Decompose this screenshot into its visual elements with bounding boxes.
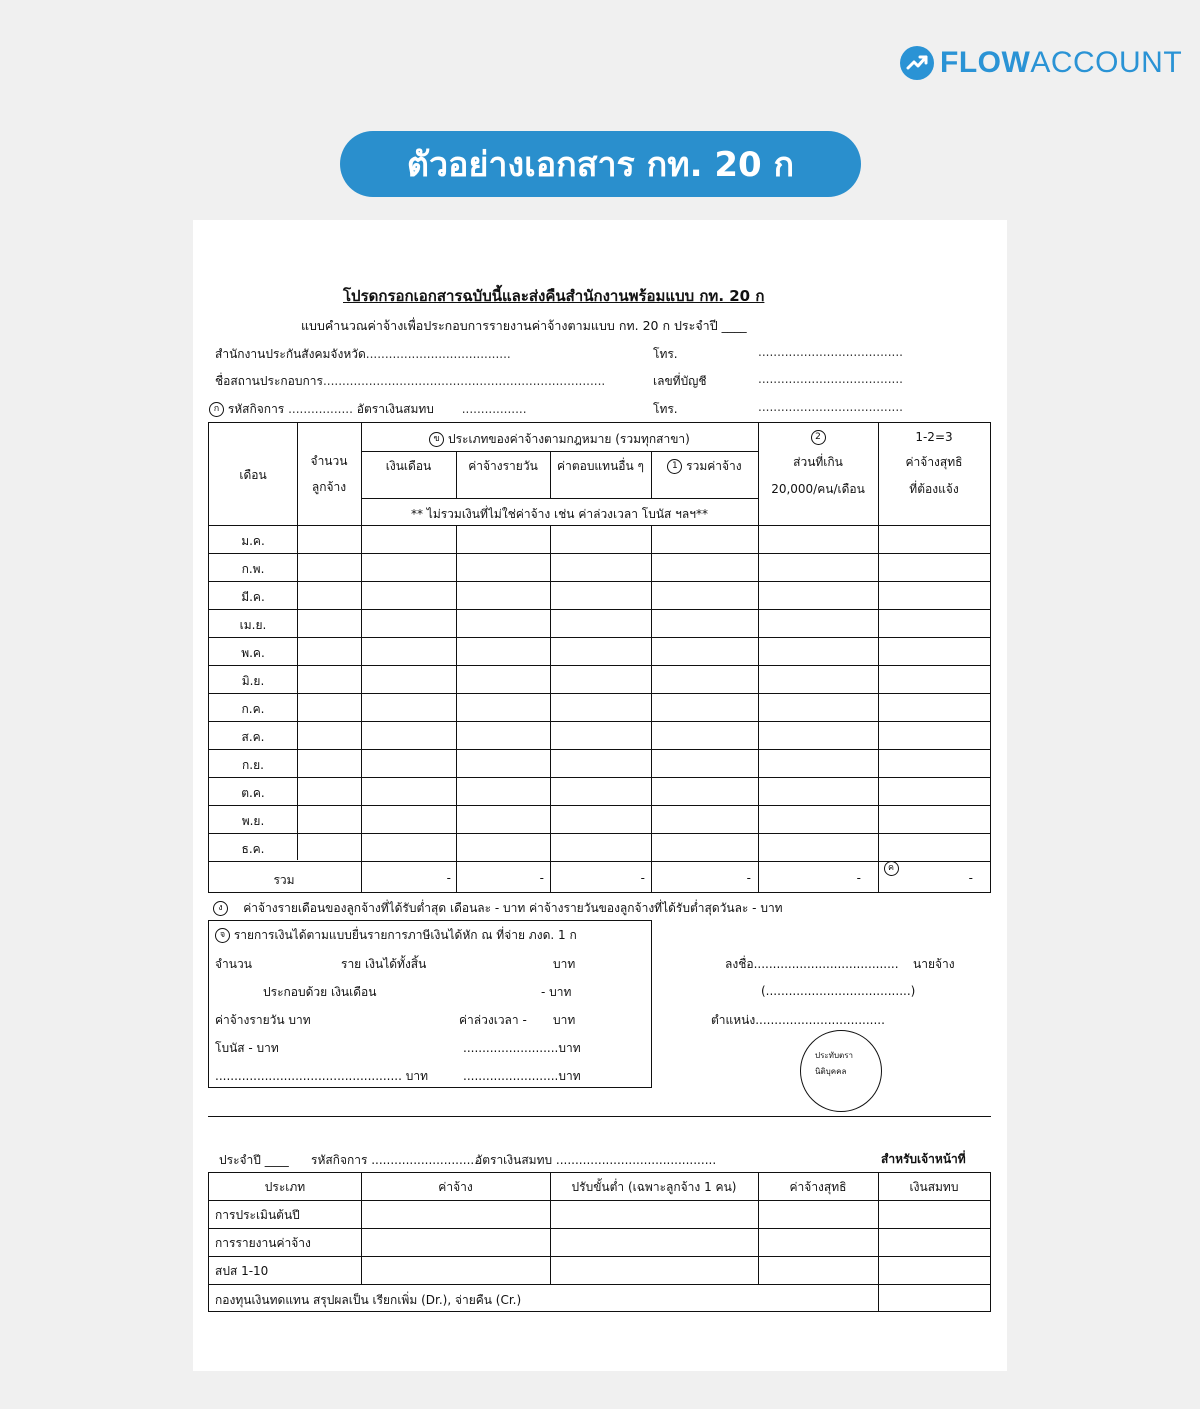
month-label: ธ.ค.: [241, 842, 265, 856]
month-label: ก.พ.: [241, 562, 265, 576]
col-net-header-2: ที่ต้องแจ้ง: [909, 482, 959, 496]
form-subtitle: แบบคำนวณค่าจ้างเพื่อประกอบการรายงานค่าจ้างตามแบบ กท. 20 ก ประจำปี ____: [301, 318, 747, 333]
income-blank-2: .........................บาท: [463, 1041, 581, 1055]
form-title: โปรดกรอกเอกสารฉบับนี้และส่งคืนสำนักงานพร้อมแบบ กท. 20 ก: [343, 287, 765, 305]
col-other-header: ค่าตอบแทนอื่น ๆ: [557, 459, 644, 473]
income-total-label: ราย เงินได้ทั้งสิ้น: [341, 957, 427, 971]
tel-blank: ......................................: [758, 345, 903, 359]
employer-label: นายจ้าง: [913, 957, 955, 971]
total-value-excess: -: [856, 871, 861, 885]
tel-blank-2: ......................................: [758, 400, 903, 414]
col-excess-header-2: 20,000/คน/เดือน: [771, 482, 865, 496]
col-net-marker: 1-2=3: [915, 430, 953, 444]
month-label: ส.ค.: [241, 730, 265, 744]
col-daily-header: ค่าจ้างรายวัน: [468, 459, 538, 473]
form-paper: [193, 220, 1007, 1371]
establishment-label: ชื่อสถานประกอบการ..........................................................................: [215, 374, 606, 388]
total-value-sum: -: [746, 871, 751, 885]
name-paren-line: (......................................): [761, 984, 916, 998]
form-grid: [193, 220, 1007, 1371]
group-header: ข ประเภทของค่าจ้างตามกฎหมาย (รวมทุกสาขา): [361, 430, 758, 449]
month-label: ก.ค.: [241, 702, 265, 716]
bottom-col-net: ค่าจ้างสุทธิ: [789, 1180, 847, 1194]
total-value-salary: -: [446, 871, 451, 885]
col-total-header: 1 รวมค่าจ้าง: [651, 457, 758, 476]
officer-only-label: สำหรับเจ้าหน้าที่: [881, 1152, 966, 1166]
seal-text-1: ประทับตรา: [815, 1051, 854, 1060]
bottom-row-initial: การประเมินต้นปี: [215, 1208, 300, 1222]
month-label: พ.ย.: [241, 814, 265, 828]
table-note: ** ไม่รวมเงินที่ไม่ใช่ค่าจ้าง เช่น ค่าล่วงเวลา โบนัส ฯลฯ**: [410, 507, 709, 521]
bottom-col-contribution: เงินสมทบ: [909, 1180, 959, 1194]
bottom-row-sps: สปส 1-10: [215, 1264, 269, 1278]
tel-label: โทร.: [653, 347, 678, 361]
income-overtime-baht: บาท: [553, 1013, 576, 1027]
col-count-header-2: ลูกจ้าง: [311, 480, 347, 494]
income-count-label: จำนวน: [215, 957, 252, 971]
bottom-row-report: การรายงานค่าจ้าง: [215, 1236, 311, 1250]
col-month-header: เดือน: [239, 468, 267, 482]
bottom-col-min-adjust: ปรับขั้นต่ำ (เฉพาะลูกจ้าง 1 คน): [571, 1180, 737, 1194]
logo-wordmark: FLOWACCOUNT: [940, 46, 1183, 79]
trend-up-icon: [900, 46, 934, 80]
net-total-marker: ค: [881, 861, 901, 876]
signature-line: ลงชื่อ......................................: [725, 957, 899, 971]
total-value-other: -: [640, 871, 645, 885]
bottom-col-type: ประเภท: [264, 1180, 306, 1194]
col-excess-marker: 2: [758, 430, 878, 445]
bottom-col-wage: ค่าจ้าง: [438, 1180, 473, 1194]
tel-label-2: โทร.: [653, 402, 678, 416]
account-label: เลขที่บัญชี: [653, 374, 707, 388]
month-label: ม.ค.: [241, 534, 265, 548]
col-excess-header-1: ส่วนที่เกิน: [793, 455, 843, 469]
income-blank-3: .........................บาท: [463, 1069, 581, 1083]
col-count-header-1: จำนวน: [310, 454, 348, 468]
seal-text-2: นิติบุคคล: [815, 1067, 847, 1076]
income-consists-label: ประกอบด้วย เงินเดือน: [263, 985, 377, 999]
bottom-row-fund: กองทุนเงินทดแทน สรุปผลเป็น เรียกเพิ่ม (Dr.), จ่ายคืน (Cr.): [215, 1293, 522, 1307]
month-label: พ.ค.: [241, 646, 265, 660]
footer-biz-code: รหัสกิจการ .............................: [311, 1153, 482, 1167]
footer-year-label: ประจำปี ____: [219, 1153, 289, 1167]
income-salary-baht: - บาท: [541, 985, 572, 999]
document-example-heading: ตัวอย่างเอกสาร กท. 20 ก: [340, 131, 861, 197]
total-value-net: -: [968, 871, 973, 885]
income-bonus-label: โบนัส - บาท: [215, 1041, 279, 1055]
month-label: มิ.ย.: [241, 674, 265, 688]
month-label: เม.ย.: [239, 618, 267, 632]
total-value-daily: -: [539, 871, 544, 885]
month-label: ก.ย.: [242, 758, 264, 772]
col-salary-header: เงินเดือน: [385, 459, 432, 473]
total-row-label: รวม: [273, 873, 295, 887]
income-total-baht: บาท: [553, 957, 576, 971]
month-label: ต.ค.: [241, 786, 265, 800]
flowaccount-logo: [900, 46, 1182, 80]
account-blank: ......................................: [758, 372, 903, 386]
biz-code-row: ก รหัสกิจการ ................. อัตราเงินสมทบ .................: [209, 400, 527, 419]
col-net-header-1: ค่าจ้างสุทธิ: [905, 455, 963, 469]
income-overtime-label: ค่าล่วงเวลา -: [459, 1013, 527, 1027]
income-blank-1: ................................................. บาท: [215, 1069, 428, 1083]
income-daily-label: ค่าจ้างรายวัน บาท: [215, 1013, 311, 1027]
month-label: มี.ค.: [241, 590, 265, 604]
position-line: ตำแหน่ง..................................: [711, 1013, 885, 1027]
min-wage-line: ง ค่าจ้างรายเดือนของลูกจ้างที่ได้รับต่ำสุด เดือนละ - บาท ค่าจ้างรายวันของลูกจ้างที่ได้รับต่ำสุดวันละ - บาท: [213, 899, 783, 918]
company-seal-circle: [800, 1030, 882, 1112]
office-label: สำนักงานประกันสังคมจังหวัด......................................: [215, 347, 511, 361]
income-box-header: จ รายการเงินได้ตามแบบยื่นรายการภาษีเงินได้หัก ณ ที่จ่าย ภงด. 1 ก: [215, 926, 577, 945]
footer-rate: อัตราเงินสมทบ ..........................................: [475, 1153, 717, 1167]
